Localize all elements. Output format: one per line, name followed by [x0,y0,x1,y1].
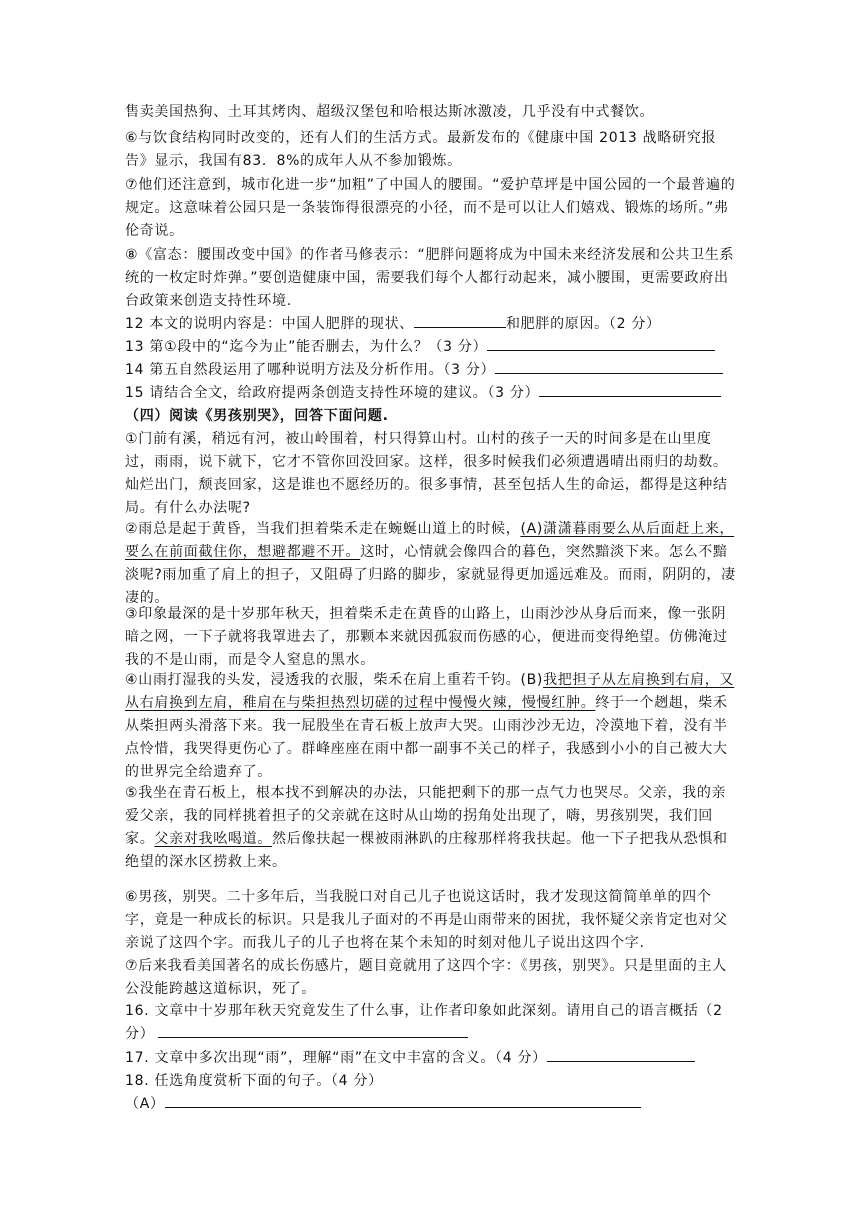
answer-blank-16[interactable] [158,1023,468,1038]
answer-blank-13[interactable] [487,336,715,351]
question-18-a [125,1093,737,1116]
question-16 [125,1000,737,1046]
question-15 [125,382,737,405]
story-paragraph-1: ①门前有溪，稍远有河，被山岭围着，村只得算山村。山村的孩子一天的时间多是在山里度过，雨雨，说下就下，它才不管你回没回家。这样，很多时候我们必须遭遇晴出雨归的劫数。灿烂出门，颓丧回家，这是谁也不愿经历的。很多事情，甚至包括人生的命运，都得是这种结局。有什么办法呢? [125,431,728,516]
story-paragraph-5 [125,782,737,874]
sentence-a-underlined: (A)潇潇暮雨要么从后面赶上来，要么在前面截住你，想避都避不开。 [125,521,735,560]
section-4-heading: （四）阅读《男孩别哭》，回答下面问题. [125,408,389,424]
answer-blank-14[interactable] [495,359,723,374]
question-12-text-a: 12 本文的说明内容是：中国人肥胖的现状、 [125,316,414,332]
paragraph-6: ⑥与饮食结构同时改变的，还有人们的生活方式。最新发布的《健康中国 2013 战略研究报告》显示，我国有83．8%的成年人从不参加锻炼。 [125,130,717,169]
story-paragraph-5-text-b: 然后像扶起一棵被雨淋趴的庄稼那样将我扶起。他一下子把我从恐惧和绝望的深水区捞救上来。 [125,831,728,870]
story-paragraph-4 [125,669,737,784]
question-16-text: 16. 文章中十岁那年秋天究竟发生了什么事，让作者印象如此深刻。请用自己的语言概括（2 分） [125,1003,723,1042]
answer-blank-12[interactable] [414,313,506,328]
question-14 [125,359,737,382]
answer-blank-18a[interactable] [165,1093,641,1108]
question-18: 18. 任选角度赏析下面的句子。（4 分） [125,1073,383,1089]
story-paragraph-6: ⑥男孩，别哭。二十多年后，当我脱口对自己儿子也说这话时，我才发现这简简单单的四个字，竟是一种成长的标识。只是我儿子面对的不再是山雨带来的困扰，我怀疑父亲肯定也对父亲说了这四个字。而我儿子的儿子也将在某个未知的时刻对他儿子说出这四个字. [125,889,728,951]
question-18-a-label: （A） [125,1096,165,1112]
story-paragraph-7: ⑦后来我看美国著名的成长伤感片，题目竟就用了这四个字：《男孩，别哭》。只是里面的主人公没能跨越这道标识，死了。 [125,958,727,997]
question-12-text-b: 和肥胖的原因。（2 分） [505,316,661,332]
sentence-b-underlined: 我把担子从左肩换到右肩，又从右肩换到左肩，稚肩在与柴担热烈切磋的过程中慢慢火辣，慢慢红肿。 [125,672,735,711]
story-paragraph-2 [125,518,737,610]
story-paragraph-3: ③印象最深的是十岁那年秋天，担着柴禾走在黄昏的山路上，山雨沙沙从身后而来，像一张阴暗之网，一下子就将我罩进去了，那颗本来就因孤寂而伤感的心，便进而变得绝望。仿佛淹过我的不是山雨，而是令人窒息的黑水。 [125,606,728,668]
story-paragraph-4-text-a: ④山雨打湿我的头发，浸透我的衣服，柴禾在肩上重若千钧。(B) [125,672,544,688]
story-paragraph-2-text-b: 这时，心情就会像四合的暮色，突然黯淡下来。怎么不黯淡呢?雨加重了肩上的担子，又阻碍了归路的脚步，家就显得更加遥远难及。而雨，阴阴的，凄凄的。 [125,544,736,606]
story-paragraph-2-text-a: ②雨总是起于黄昏，当我们担着柴禾走在蜿蜒山道上的时候， [125,521,521,537]
father-call-underlined: 父亲对我吆喝道。 [154,831,273,847]
paragraph-5-tail: 售卖美国热狗、土耳其烤肉、超级汉堡包和哈根达斯冰激凌，几乎没有中式餐饮。 [125,104,655,120]
question-15-text: 15 请结合全文，给政府提两条创造支持性环境的建议。（3 分） [125,385,540,401]
question-17 [125,1047,737,1070]
story-paragraph-4-text-b: 终于一个趔趄，柴禾从柴担两头滑落下来。我一屁股坐在青石板上放声大哭。山雨沙沙无边，冷漠地下着，没有半点怜惜，我哭得更伤心了。群峰座座在雨中都一副事不关己的样子，我感到小小的自己被大大的世界完全给遗弃了。 [125,695,728,780]
question-12 [125,313,737,336]
question-13-text: 13 第①段中的“迄今为止”能否删去，为什么？（3 分） [125,339,488,355]
question-17-text: 17. 文章中多次出现“雨”，理解“雨”在文中丰富的含义。（4 分） [125,1050,547,1066]
story-paragraph-5-text-a: ⑤我坐在青石板上，根本找不到解决的办法，只能把剩下的那一点气力也哭尽。父亲，我的亲爱父亲，我的同样挑着担子的父亲就在这时从山坳的拐角处出现了，嗨，男孩别哭，我们回家。 [125,785,727,847]
question-13 [125,336,737,359]
answer-blank-17[interactable] [547,1047,695,1062]
paragraph-8: ⑧《富态：腰围改变中国》的作者马修表示：“肥胖问题将成为中国未来经济发展和公共卫生系统的一枚定时炸弹。”要创造健康中国，需要我们每个人都行动起来，减小腰围，更需要政府出台政策来创造支持性环境. [125,247,735,309]
question-14-text: 14 第五自然段运用了哪种说明方法及分析作用。（3 分） [125,362,496,378]
answer-blank-15[interactable] [539,382,721,397]
paragraph-7: ⑦他们还注意到，城市化进一步“加粗”了中国人的腰围。“爱护草坪是中国公园的一个最普遍的规定。这意味着公园只是一条装饰得很漂亮的小径，而不是可以让人们嬉戏、锻炼的场所。”弗伦奇说。 [125,177,736,239]
